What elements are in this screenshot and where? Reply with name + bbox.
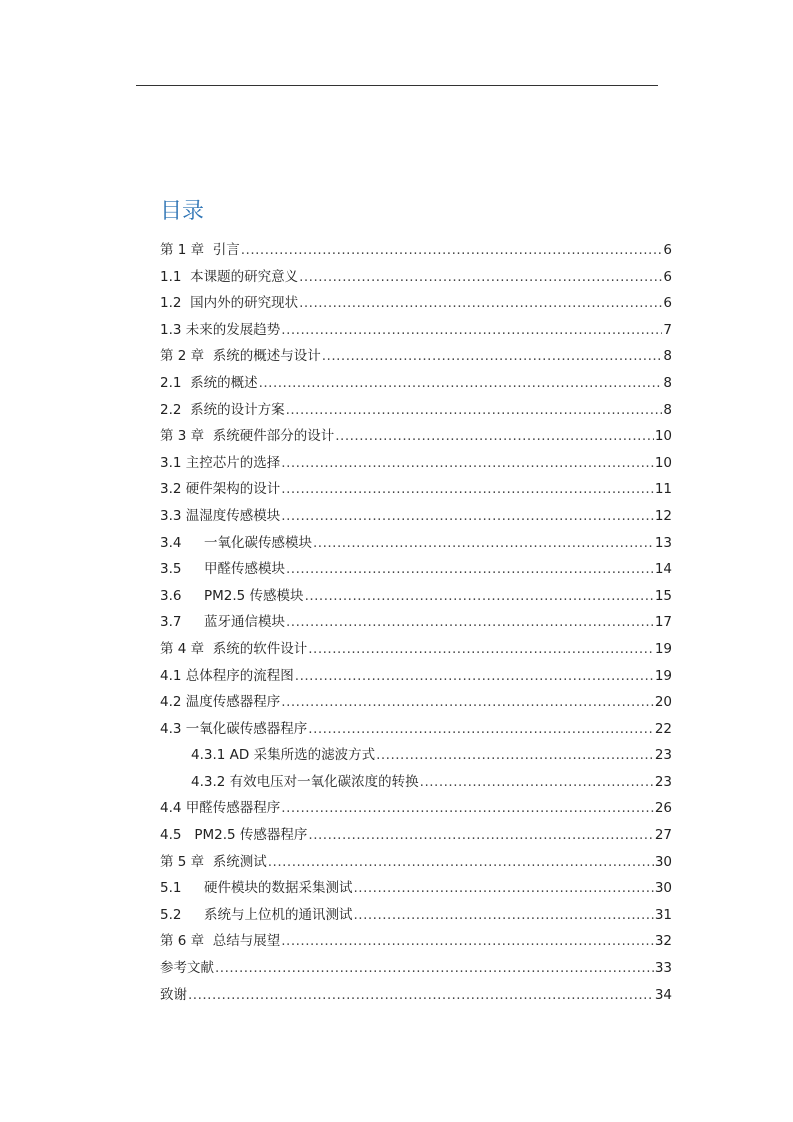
toc-entry[interactable]: [160, 928, 672, 955]
toc-entry-number: 3.3: [160, 507, 182, 524]
toc-entry[interactable]: [160, 663, 672, 690]
toc-entry[interactable]: [160, 583, 672, 610]
toc-dot-leader: [268, 849, 654, 876]
table-of-contents: [160, 237, 672, 1008]
toc-entry[interactable]: [160, 503, 672, 530]
toc-entry-separator: [181, 397, 190, 424]
toc-entry-title: 一氧化碳传感模块: [204, 534, 312, 551]
toc-entry-title: 硬件模块的数据采集测试: [204, 880, 353, 897]
toc-entry-number: 3.5: [160, 561, 182, 578]
toc-entry[interactable]: [160, 476, 672, 503]
toc-entry-separator: [204, 237, 213, 264]
toc-entry-page: 32: [654, 933, 672, 950]
toc-entry-page: 33: [654, 960, 672, 977]
toc-dot-leader: [295, 663, 654, 690]
toc-entry-number: 3.7: [160, 614, 182, 631]
toc-entry-separator: [204, 343, 213, 370]
toc-entry-number: 3.1: [160, 454, 182, 471]
toc-entry-page: 10: [654, 454, 672, 471]
header-rule: [136, 85, 658, 86]
toc-entry-title: 本课题的研究意义: [190, 268, 299, 285]
toc-entry[interactable]: [160, 982, 672, 1009]
toc-entry[interactable]: [160, 423, 672, 450]
toc-dot-leader: [241, 237, 663, 264]
toc-entry[interactable]: [160, 769, 672, 796]
toc-entry-page: 8: [663, 401, 672, 418]
toc-entry-title: 引言: [212, 242, 240, 258]
toc-entry-page: 23: [654, 747, 672, 764]
toc-entry-number: 5.1: [160, 880, 182, 897]
toc-entry-page: 6: [663, 295, 672, 312]
toc-dot-leader: [281, 450, 654, 477]
toc-entry-title: 蓝牙通信模块: [204, 614, 285, 631]
toc-entry[interactable]: [160, 556, 672, 583]
toc-entry-separator: [181, 822, 194, 849]
toc-entry-title: 未来的发展趋势: [185, 321, 281, 338]
toc-dot-leader: [354, 875, 654, 902]
toc-dot-leader: [308, 822, 653, 849]
toc-dot-leader: [335, 423, 654, 450]
toc-entry-number: 3.6: [160, 587, 182, 604]
toc-entry-title: 甲醛传感模块: [204, 561, 285, 578]
toc-entry-page: 19: [654, 640, 672, 657]
toc-entry-page: 8: [663, 348, 672, 365]
toc-entry[interactable]: [160, 822, 672, 849]
toc-entry-title: AD 采集所选的滤波方式: [229, 747, 376, 764]
toc-entry-number: 1.3: [160, 321, 182, 338]
toc-entry[interactable]: [160, 875, 672, 902]
toc-entry[interactable]: [160, 716, 672, 743]
toc-entry-title: 总结与展望: [212, 933, 281, 950]
toc-entry-title: 总体程序的流程图: [185, 667, 294, 684]
toc-entry-number: 1.1: [160, 268, 182, 285]
toc-entry-number: 第 3 章: [160, 428, 205, 445]
toc-dot-leader: [281, 928, 654, 955]
toc-entry-page: 10: [654, 428, 672, 445]
toc-entry-title: 系统硬件部分的设计: [212, 428, 335, 445]
toc-entry-number: 3.4: [160, 534, 182, 551]
toc-dot-leader: [299, 290, 662, 317]
toc-entry-title: 参考文献: [160, 960, 214, 977]
toc-entry-number: 2.2: [160, 401, 182, 418]
toc-entry-number: 4.4: [160, 800, 182, 817]
toc-entry-title: 系统测试: [212, 853, 267, 870]
toc-entry-title: 一氧化碳传感器程序: [185, 720, 308, 737]
toc-entry-number: 第 1 章: [160, 242, 205, 258]
toc-entry-title: 温湿度传感模块: [185, 507, 281, 524]
toc-dot-leader: [299, 264, 662, 291]
toc-dot-leader: [281, 795, 654, 822]
toc-entry-page: 23: [654, 773, 672, 790]
toc-dot-leader: [376, 742, 654, 769]
toc-dot-leader: [286, 609, 654, 636]
toc-entry-title: 温度传感器程序: [185, 694, 281, 711]
toc-entry-title: 系统的设计方案: [190, 401, 285, 418]
toc-entry-separator: [181, 264, 190, 291]
toc-entry-page: 22: [654, 720, 672, 737]
toc-entry-page: 27: [654, 827, 672, 844]
toc-entry-number: 3.2: [160, 481, 182, 498]
toc-dot-leader: [420, 769, 654, 796]
toc-entry[interactable]: [160, 902, 672, 929]
toc-entry-page: 30: [654, 880, 672, 897]
toc-entry-number: 4.1: [160, 667, 182, 684]
toc-entry-number: 第 4 章: [160, 640, 205, 657]
toc-entry-number: 第 6 章: [160, 933, 205, 950]
toc-entry-number: 4.3.1: [191, 747, 226, 764]
toc-entry[interactable]: [160, 689, 672, 716]
toc-dot-leader: [308, 716, 654, 743]
toc-entry-separator: [181, 370, 190, 397]
toc-dot-leader: [286, 556, 654, 583]
toc-entry[interactable]: [160, 397, 672, 424]
toc-entry-title: 系统的概述: [190, 374, 258, 391]
toc-entry-page: 8: [663, 374, 672, 391]
toc-dot-leader: [313, 530, 654, 557]
toc-dot-leader: [281, 317, 662, 344]
toc-entry[interactable]: [160, 370, 672, 397]
toc-entry-number: 5.2: [160, 906, 182, 923]
toc-entry[interactable]: [160, 237, 672, 264]
toc-entry-page: 15: [654, 587, 672, 604]
toc-entry-title: PM2.5 传感器程序: [194, 827, 308, 844]
toc-entry-separator: [204, 849, 213, 876]
toc-entry-page: 19: [654, 667, 672, 684]
toc-entry-page: 6: [663, 268, 672, 285]
toc-dot-leader: [354, 902, 654, 929]
toc-entry-number: 4.3: [160, 720, 182, 737]
toc-entry-page: 13: [654, 534, 672, 551]
toc-entry-number: 1.2: [160, 295, 182, 312]
toc-entry-title: 甲醛传感器程序: [185, 800, 281, 817]
toc-entry-title: 系统的软件设计: [212, 640, 308, 657]
toc-dot-leader: [259, 370, 663, 397]
toc-entry[interactable]: [160, 636, 672, 663]
toc-dot-leader: [286, 397, 663, 424]
toc-entry-page: 26: [654, 800, 672, 817]
toc-entry-number: 4.3.2: [191, 773, 226, 790]
toc-entry-number: 第 2 章: [160, 348, 205, 365]
toc-entry[interactable]: [160, 290, 672, 317]
toc-entry[interactable]: [160, 795, 672, 822]
toc-entry-title: 系统的概述与设计: [212, 348, 321, 365]
toc-dot-leader: [308, 636, 654, 663]
toc-entry-title: 国内外的研究现状: [190, 295, 299, 312]
toc-dot-leader: [281, 476, 654, 503]
toc-dot-leader: [281, 503, 654, 530]
toc-entry[interactable]: [160, 343, 672, 370]
toc-dot-leader: [305, 583, 654, 610]
toc-entry-page: 12: [654, 507, 672, 524]
toc-entry-number: 第 5 章: [160, 853, 205, 870]
toc-dot-leader: [215, 955, 654, 982]
toc-entry[interactable]: [160, 742, 672, 769]
toc-entry-separator: [181, 290, 190, 317]
page-title: 目录: [160, 199, 205, 224]
toc-entry[interactable]: [160, 609, 672, 636]
toc-entry-separator: [204, 928, 213, 955]
toc-entry[interactable]: [160, 317, 672, 344]
toc-entry-page: 11: [654, 481, 672, 498]
toc-entry-page: 30: [654, 853, 672, 870]
toc-entry-number: 2.1: [160, 374, 182, 391]
toc-entry-page: 17: [654, 614, 672, 631]
toc-entry-page: 20: [654, 694, 672, 711]
toc-entry-number: 4.5: [160, 827, 182, 844]
toc-entry-number: 4.2: [160, 694, 182, 711]
toc-entry-page: 7: [663, 321, 672, 338]
toc-entry-title: 硬件架构的设计: [185, 481, 281, 498]
toc-entry-page: 14: [654, 561, 672, 578]
toc-entry-page: 31: [654, 906, 672, 923]
toc-entry-title: 系统与上位机的通讯测试: [204, 906, 353, 923]
toc-entry[interactable]: [160, 849, 672, 876]
toc-entry-separator: [204, 423, 213, 450]
toc-entry-title: 主控芯片的选择: [185, 454, 281, 471]
toc-entry-separator: [204, 636, 213, 663]
toc-entry-page: 34: [654, 986, 672, 1003]
toc-entry[interactable]: [160, 450, 672, 477]
toc-entry-title: 致谢: [160, 986, 187, 1003]
toc-entry-title: PM2.5 传感模块: [204, 587, 304, 604]
toc-entry[interactable]: [160, 955, 672, 982]
toc-entry[interactable]: [160, 530, 672, 557]
toc-dot-leader: [188, 982, 654, 1009]
toc-entry-title: 有效电压对一氧化碳浓度的转换: [229, 773, 419, 790]
toc-dot-leader: [281, 689, 654, 716]
toc-entry[interactable]: [160, 264, 672, 291]
toc-entry-page: 6: [663, 242, 672, 258]
toc-dot-leader: [322, 343, 663, 370]
